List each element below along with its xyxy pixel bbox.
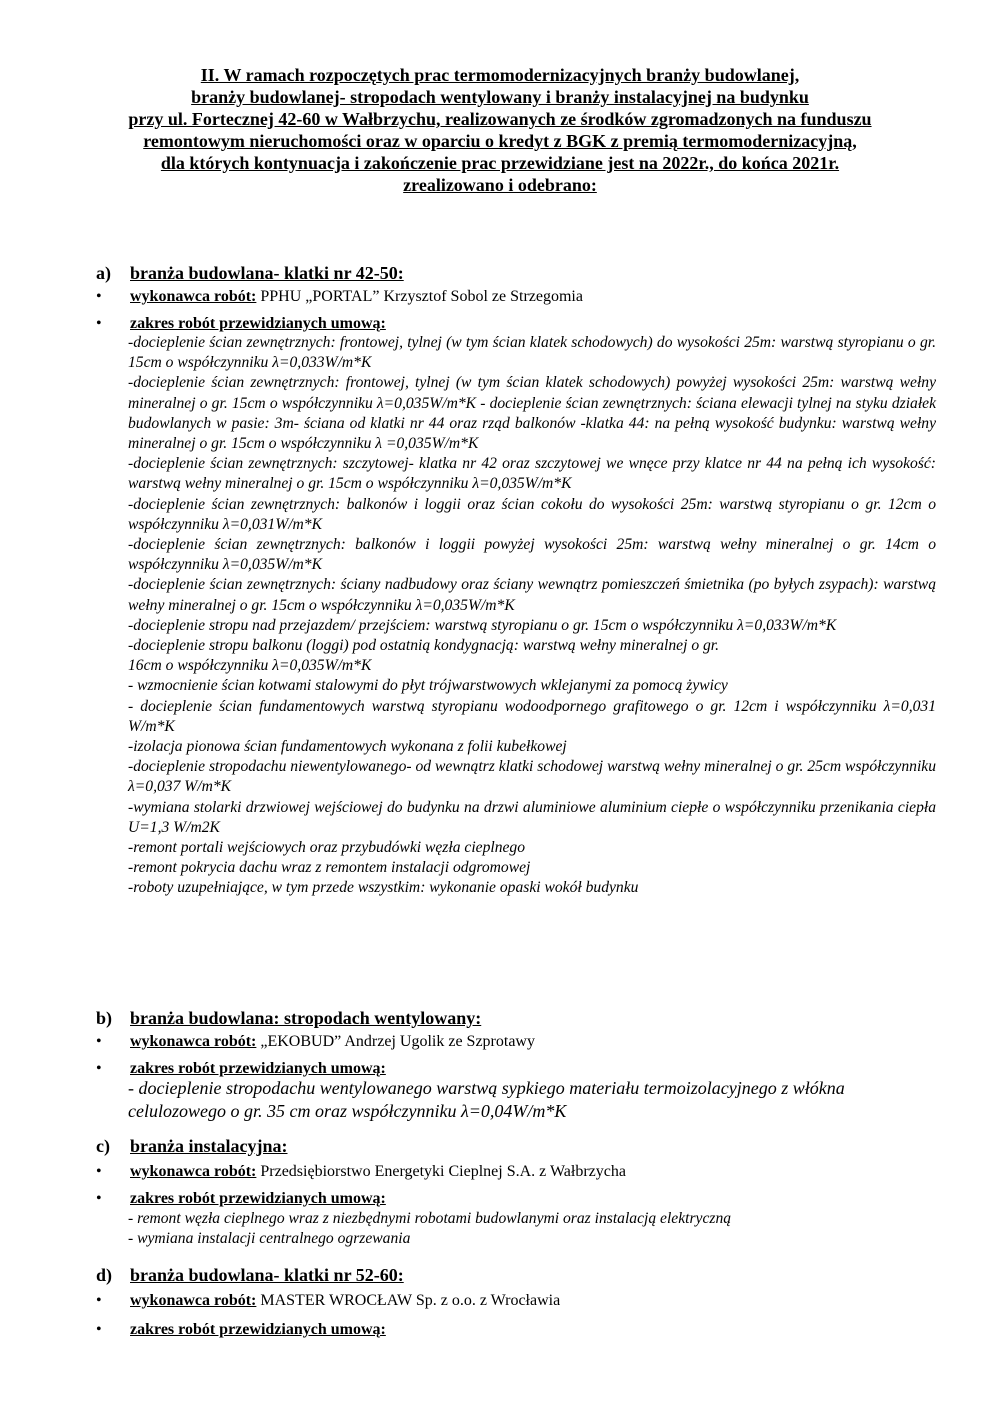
contractor-value: Przedsiębiorstwo Energetyki Cieplnej S.A. z Wałbrzycha	[256, 1163, 626, 1180]
section-title: branża budowlana: stropodach wentylowany:	[130, 1008, 482, 1028]
section-c-heading	[96, 1135, 288, 1157]
bullet-icon: •	[96, 1033, 102, 1050]
scope-item: -remont pokrycia dachu wraz z remontem instalacji odgromowej	[128, 859, 531, 877]
section-title: branża budowlana- klatki nr 52-60:	[130, 1265, 404, 1285]
section-letter: c)	[96, 1136, 110, 1156]
contractor-line	[96, 1032, 535, 1052]
bullet-icon: •	[96, 1163, 102, 1180]
scope-label: zakres robót przewidzianych umową:	[130, 315, 386, 332]
scope-item: -izolacja pionowa ścian fundamentowych wykonana z folii kubełkowej	[128, 738, 567, 756]
bullet-icon: •	[96, 1060, 102, 1077]
scope-list-b	[128, 1077, 936, 1123]
contractor-label: wykonawca robót:	[130, 288, 257, 305]
contractor-label: wykonawca robót:	[130, 1163, 257, 1180]
scope-item: -docieplenie ścian zewnętrznych: frontowej, tylnej (w tym ścian klatek schodowych) powyżej wysokości 25m: warstwą wełny mineralnej o gr. 15cm o współczynniku λ=0,035W/m*K - docieplenie ścian zewnętrznych: ściana elewacji tylnej na styku działek budowlanych w pasie: 3m- ściana od klatki nr 44 oraz rząd balkonów -klatka 44: na pełną wysokość budynku: warstwą wełny mineralnej o gr. 15cm o współczynniku λ =0,035W/m*K	[128, 374, 936, 453]
scope-label: zakres robót przewidzianych umową:	[130, 1190, 386, 1207]
scope-item: -docieplenie ścian zewnętrznych: frontowej, tylnej (w tym ścian klatek schodowych) do wysokości 25m: warstwą styropianu o gr. 15cm o współczynniku λ=0,033W/m*K	[128, 334, 936, 372]
bullet-icon: •	[96, 1190, 102, 1207]
scope-item: -roboty uzupełniające, w tym przede wszystkim: wykonanie opaski wokół budynku	[128, 879, 639, 897]
heading-line: remontowym nieruchomości oraz w oparciu o kredyt z BGK z premią termomodernizacyjną,	[143, 131, 857, 151]
section-title: branża budowlana- klatki nr 42-50:	[130, 263, 404, 283]
scope-label: zakres robót przewidzianych umową:	[130, 1321, 386, 1338]
scope-item: -docieplenie stropu balkonu (loggi) pod ostatnią kondygnacją: warstwą wełny mineralnej o gr.	[128, 637, 720, 655]
scope-list-a	[128, 333, 936, 899]
scope-line	[96, 1189, 386, 1209]
scope-item: 16cm o współczynniku λ=0,035W/m*K	[128, 657, 372, 675]
document-heading	[60, 64, 940, 196]
scope-item: -wymiana stolarki drzwiowej wejściowej do budynku na drzwi aluminiowe aluminium ciepłe o współczynniku przenikania ciepła U=1,3 W/m2K	[128, 798, 936, 836]
scope-item: -docieplenie ścian zewnętrznych: balkonów i loggii oraz ścian cokołu do wysokości 25m: warstwą styropianu o gr. 12cm o współczynniku λ=0,031W/m*K	[128, 495, 936, 533]
scope-item: -docieplenie ścian zewnętrznych: balkonów i loggii powyżej wysokości 25m: warstwą wełny mineralnej o gr. 14cm o współczynniku λ=0,035W/m*K	[128, 536, 936, 574]
section-letter: d)	[96, 1265, 113, 1285]
section-d-heading	[96, 1264, 404, 1286]
scope-item: -docieplenie stropodachu niewentylowanego- od wewnątrz klatki schodowej warstwą wełny mineralnej o gr. 25cm współczynniku λ=0,037 W/m*K	[128, 758, 936, 796]
contractor-value: PPHU „PORTAL” Krzysztof Sobol ze Strzegomia	[256, 288, 583, 305]
scope-item: -docieplenie stropu nad przejazdem/ przejściem: warstwą styropianu o gr. 15cm o współczynniku λ=0,033W/m*K	[128, 616, 837, 634]
scope-line	[96, 1320, 386, 1340]
section-letter: a)	[96, 263, 111, 283]
scope-label: zakres robót przewidzianych umową:	[130, 1060, 386, 1077]
section-letter: b)	[96, 1008, 113, 1028]
bullet-icon: •	[96, 315, 102, 332]
scope-line	[96, 1059, 386, 1079]
section-b-heading	[96, 1007, 481, 1029]
scope-item: - docieplenie stropodachu wentylowanego warstwą sypkiego materiału termoizolacyjnego z włókna celulozowego o gr. 35 cm oraz współczynniku λ=0,04W/m*K	[128, 1078, 845, 1121]
scope-item: - wzmocnienie ścian kotwami stalowymi do płyt trójwarstwowych wklejanymi za pomocą żywicy	[128, 677, 728, 695]
heading-line: II. W ramach rozpoczętych prac termomodernizacyjnych branży budowlanej,	[200, 65, 800, 85]
section-title: branża instalacyjna:	[130, 1136, 288, 1156]
contractor-line	[96, 287, 583, 307]
contractor-line	[96, 1291, 560, 1311]
contractor-label: wykonawca robót:	[130, 1033, 257, 1050]
scope-item: - docieplenie ścian fundamentowych warstwą styropianu wodoodpornego grafitowego o gr. 12cm i współczynniku λ=0,031 W/m*K	[128, 697, 936, 735]
heading-line: zrealizowano i odebrano:	[403, 175, 597, 195]
contractor-value: „EKOBUD” Andrzej Ugolik ze Szprotawy	[256, 1033, 535, 1050]
scope-item: -docieplenie ścian zewnętrznych: ściany nadbudowy oraz ściany wewnątrz pomieszczeń śmietnika (po byłych zsypach): warstwą wełny mineralnej o gr. 15cm o współczynniku λ=0,035W/m*K	[128, 576, 936, 614]
scope-list-c	[128, 1209, 936, 1249]
contractor-label: wykonawca robót:	[130, 1292, 257, 1309]
heading-line: przy ul. Fortecznej 42-60 w Wałbrzychu, realizowanych ze środków zgromadzonych na funduszu	[128, 109, 872, 129]
bullet-icon: •	[96, 1292, 102, 1309]
bullet-icon: •	[96, 288, 102, 305]
scope-item: - wymiana instalacji centralnego ogrzewania	[128, 1230, 411, 1248]
bullet-icon: •	[96, 1321, 102, 1338]
scope-item: - remont węzła cieplnego wraz z niezbędnymi robotami budowlanymi oraz instalacją elektryczną	[128, 1210, 732, 1227]
contractor-line	[96, 1162, 626, 1182]
heading-line: branży budowlanej- stropodach wentylowany i branży instalacyjnej na budynku	[191, 87, 809, 107]
scope-item: -remont portali wejściowych oraz przybudówki węzła cieplnego	[128, 839, 526, 857]
scope-line	[96, 314, 386, 334]
section-a-heading	[96, 262, 404, 284]
heading-line: dla których kontynuacja i zakończenie prac przewidziane jest na 2022r., do końca 2021r.	[160, 153, 840, 173]
contractor-value: MASTER WROCŁAW Sp. z o.o. z Wrocławia	[256, 1292, 561, 1309]
scope-item: -docieplenie ścian zewnętrznych: szczytowej- klatka nr 42 oraz szczytowej we wnęce przy klatce nr 44 na pełną ich wysokość: warstwą wełny mineralnej o gr. 15cm o współczynniku λ=0,035W/m*K	[128, 455, 936, 493]
